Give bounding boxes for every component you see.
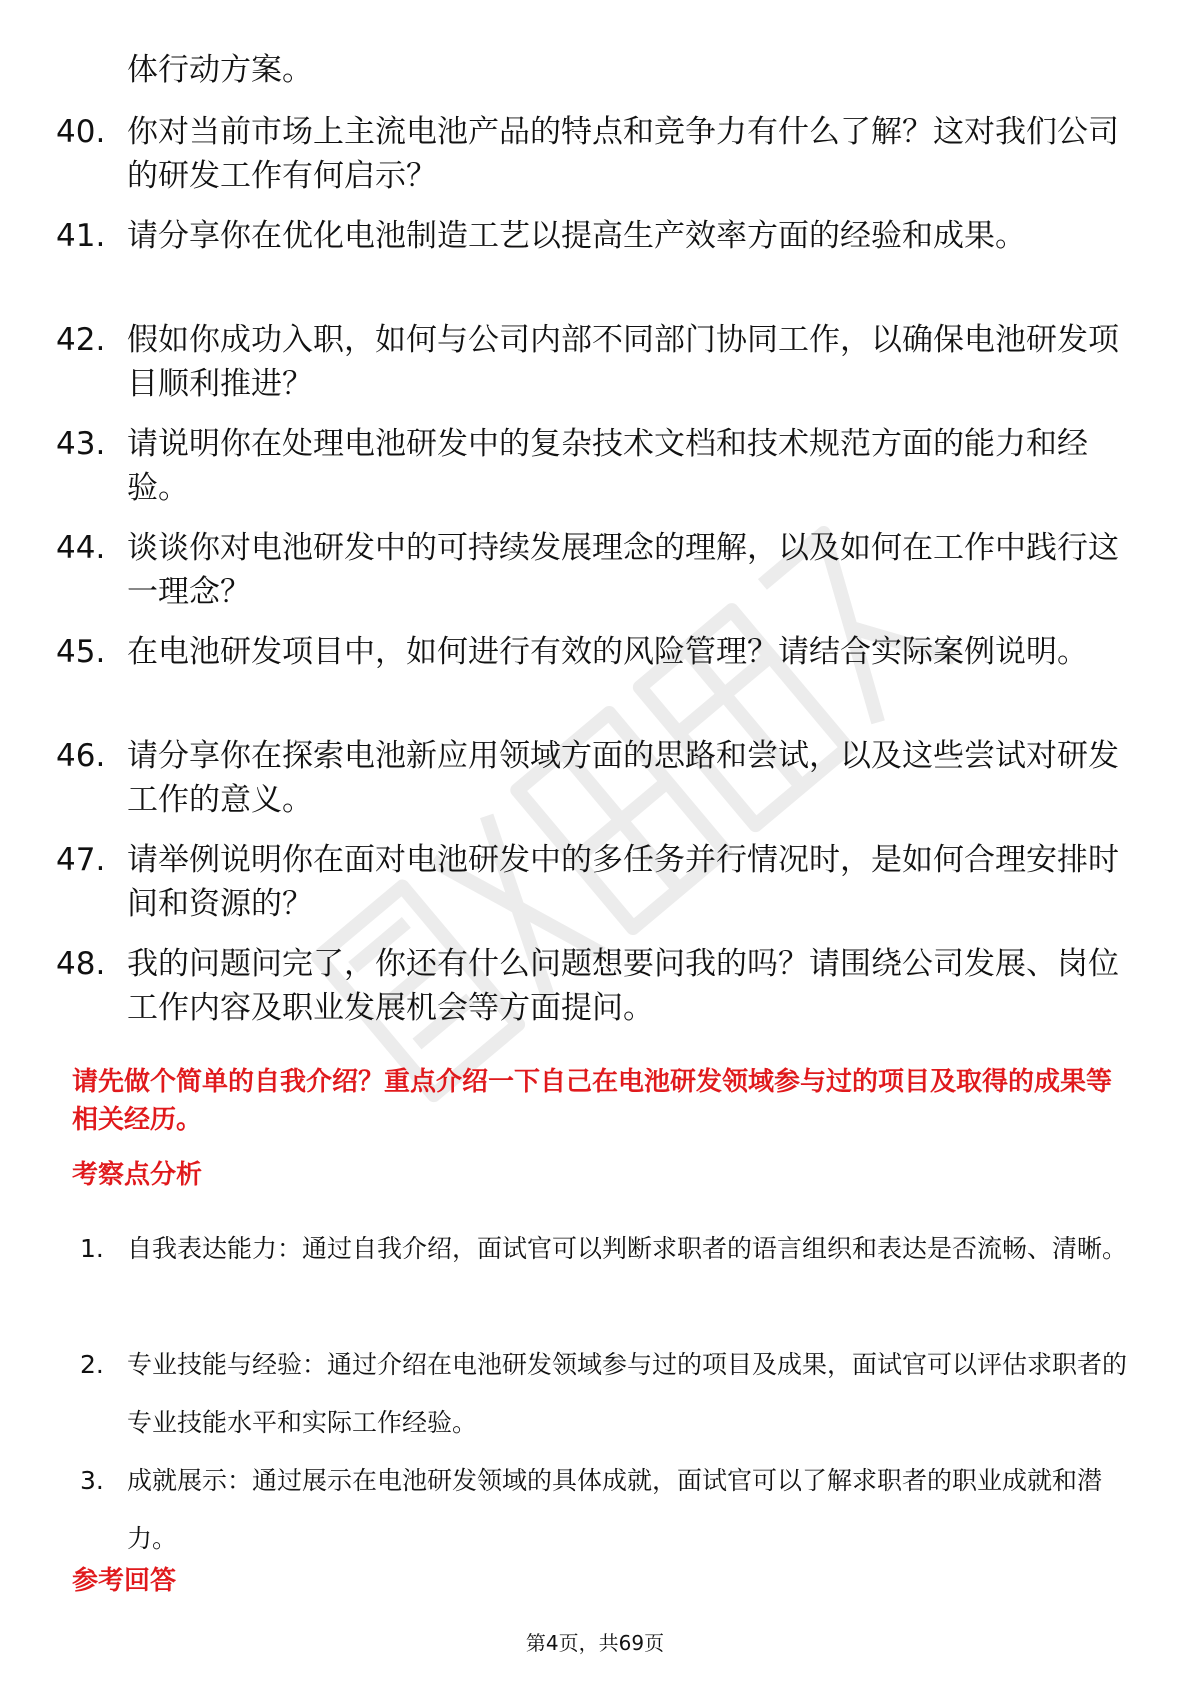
analysis-item (80, 1220, 1130, 1336)
page-footer: 第4页，共69页 (525, 1631, 665, 1655)
question-list (56, 110, 1126, 1046)
question-item (56, 318, 1126, 406)
question-item (56, 734, 1126, 822)
question-item (56, 526, 1126, 614)
question-item (56, 838, 1126, 926)
question-text: 请分享你在探索电池新应用领域方面的思路和尝试，以及这些尝试对研发工作的意义。 (127, 738, 1119, 818)
question-number: 47. (56, 842, 106, 878)
question-item (56, 422, 1126, 510)
question-number: 42. (56, 322, 106, 358)
question-number: 45. (56, 634, 106, 670)
question-number: 41. (56, 218, 106, 254)
analysis-text: 专业技能与经验：通过介绍在电池研发领域参与过的项目及成果，面试官可以评估求职者的专业技能水平和实际工作经验。 (127, 1350, 1128, 1437)
analysis-item (80, 1452, 1130, 1568)
analysis-item (80, 1336, 1130, 1452)
question-text: 你对当前市场上主流电池产品的特点和竞争力有什么了解？这对我们公司的研发工作有何启示？ (127, 114, 1119, 194)
question-number: 46. (56, 738, 106, 774)
question-number: 40. (56, 114, 106, 150)
analysis-list (80, 1220, 1130, 1568)
question-number: 43. (56, 426, 106, 462)
question-number: 44. (56, 530, 106, 566)
analysis-number: 2. (80, 1350, 104, 1379)
reference-answer-heading: 参考回答 (72, 1566, 177, 1596)
question-text: 谈谈你对电池研发中的可持续发展理念的理解，以及如何在工作中践行这一理念？ (127, 530, 1119, 610)
continuation-text: 体行动方案。 (127, 52, 313, 88)
question-text: 假如你成功入职，如何与公司内部不同部门协同工作，以确保电池研发项目顺利推进？ (127, 322, 1119, 402)
question-text: 请举例说明你在面对电池研发中的多任务并行情况时，是如何合理安排时间和资源的？ (127, 842, 1119, 922)
analysis-heading: 考察点分析 (72, 1160, 203, 1190)
question-item (56, 214, 1126, 302)
analysis-text: 自我表达能力：通过自我介绍，面试官可以判断求职者的语言组织和表达是否流畅、清晰。 (127, 1234, 1128, 1263)
question-item (56, 110, 1126, 198)
question-number: 48. (56, 946, 106, 982)
question-item (56, 942, 1126, 1030)
interview-question-heading: 请先做个简单的自我介绍？重点介绍一下自己在电池研发领域参与过的项目及取得的成果等相关经历。 (72, 1067, 1113, 1135)
analysis-number: 3. (80, 1466, 104, 1495)
question-text: 请说明你在处理电池研发中的复杂技术文档和技术规范方面的能力和经验。 (127, 426, 1088, 506)
question-item (56, 630, 1126, 718)
analysis-text: 成就展示：通过展示在电池研发领域的具体成就，面试官可以了解求职者的职业成就和潜力。 (127, 1466, 1103, 1553)
question-text: 请分享你在优化电池制造工艺以提高生产效率方面的经验和成果。 (127, 218, 1026, 254)
question-text: 我的问题问完了，你还有什么问题想要问我的吗？请围绕公司发展、岗位工作内容及职业发展机会等方面提问。 (127, 946, 1119, 1026)
question-text: 在电池研发项目中，如何进行有效的风险管理？请结合实际案例说明。 (127, 634, 1088, 670)
analysis-number: 1. (80, 1234, 104, 1263)
